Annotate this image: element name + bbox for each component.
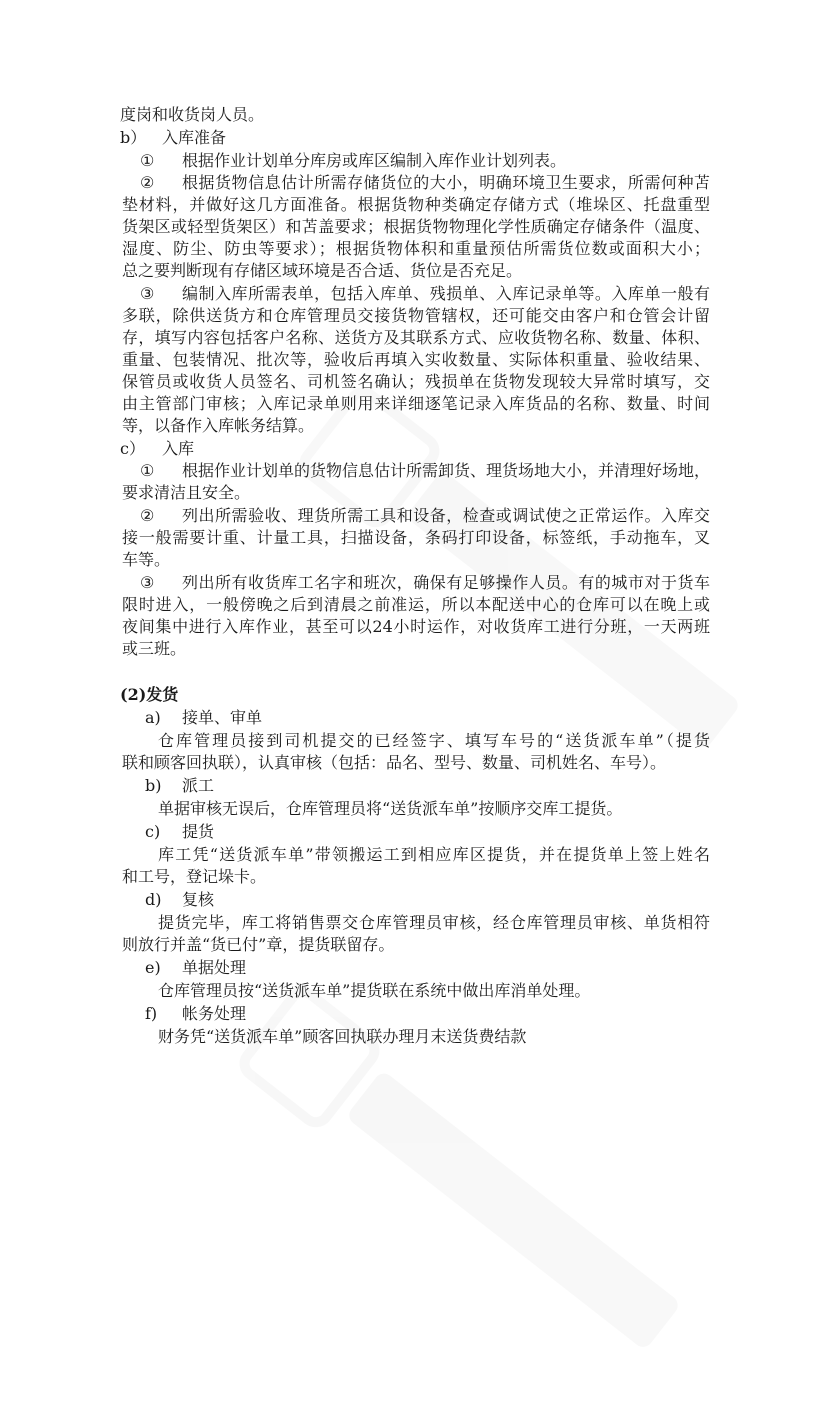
- paragraph-line: 提货完毕，库工将销售票交仓库管理员审核，经仓库管理员审核、单货相符: [158, 913, 710, 932]
- step-label: e): [145, 958, 161, 977]
- paragraph-line: 编制入库所需表单，包括入库单、残损单、入库记录单等。入库单一般有: [182, 284, 710, 303]
- paragraph-line: 货架区或轻型货架区）和苫盖要求；根据货物物理化学性质确定存储条件（温度、: [122, 217, 710, 236]
- step-label: f): [145, 1004, 158, 1023]
- step-title: 复核: [182, 890, 215, 909]
- paragraph-line: 等，以备作入库帐务结算。: [122, 416, 315, 435]
- paragraph-line: 根据作业计划单的货物信息估计所需卸货、理货场地大小，并清理好场地，: [182, 461, 711, 480]
- paragraph-line: 存，填写内容包括客户名称、送货方及其联系方式、应收货物名称、数量、体积、: [122, 328, 710, 347]
- paragraph-line: 列出所有收货库工名字和班次，确保有足够操作人员。有的城市对于货车: [182, 573, 710, 592]
- paragraph-line: 保管员或收货人员签名、司机签名确认；残损单在货物发现较大异常时填写，交: [122, 372, 710, 391]
- paragraph-line: 根据作业计划单分库房或库区编制入库作业计划列表。: [182, 151, 567, 170]
- paragraph-line: 仓库管理员按“送货派车单”提货联在系统中做出库消单处理。: [158, 981, 591, 1000]
- list-number: ②: [140, 173, 155, 192]
- paragraph-line: 湿度、防尘、防虫等要求）；根据货物体积和重量预估所需货位数或面积大小；: [122, 239, 710, 258]
- paragraph-line: 则放行并盖“货已付”章，提货联留存。: [122, 935, 395, 954]
- step-label: c): [145, 822, 161, 841]
- section-label: b）: [120, 128, 147, 147]
- step-label: a): [145, 708, 161, 727]
- paragraph-line: 多联，除供送货方和仓库管理员交接货物管辖权，还可能交由客户和仓管会计留: [122, 306, 710, 325]
- list-number: ②: [140, 506, 155, 525]
- step-label: b): [145, 776, 162, 795]
- paragraph-line: 垫材料，并做好这几方面准备。根据货物种类确定存储方式（堆垛区、托盘重型: [122, 195, 710, 214]
- paragraph-line: 车等。: [122, 550, 171, 569]
- list-number: ①: [140, 461, 155, 480]
- paragraph-line: 根据货物信息估计所需存储货位的大小，明确环境卫生要求，所需何种苫: [182, 173, 710, 192]
- paragraph-line: 或三班。: [122, 639, 187, 658]
- section-label: c）: [120, 439, 145, 458]
- step-title: 单据处理: [182, 958, 247, 977]
- paragraph-line: 夜间集中进行入库作业，甚至可以24小时运作，对收货库工进行分班，一天两班: [122, 617, 710, 636]
- paragraph-line: 度岗和收货岗人员。: [120, 105, 265, 124]
- paragraph-line: 由主管部门审核；入库记录单则用来详细逐笔记录入库货品的名称、数量、时间: [122, 394, 710, 413]
- paragraph-line: 接一般需要计重、计量工具，扫描设备，条码打印设备，标签纸，手动拖车，叉: [122, 528, 710, 547]
- paragraph-line: 限时进入，一般傍晚之后到清晨之前准运，所以本配送中心的仓库可以在晚上或: [122, 595, 710, 614]
- paragraph-line: 单据审核无误后，仓库管理员将“送货派车单”按顺序交库工提货。: [158, 799, 623, 818]
- paragraph-line: 财务凭“送货派车单”顾客回执联办理月末送货费结款: [158, 1027, 527, 1046]
- step-title: 接单、审单: [182, 708, 263, 727]
- paragraph-line: 重量、包装情况、批次等，验收后再填入实收数量、实际体积重量、验收结果、: [122, 350, 710, 369]
- section-heading: (2)发货: [120, 685, 179, 704]
- section-title: 入库准备: [162, 128, 227, 147]
- step-title: 帐务处理: [182, 1004, 247, 1023]
- step-title: 提货: [182, 822, 215, 841]
- paragraph-line: 和工号，登记垛卡。: [122, 867, 267, 886]
- paragraph-line: 库工凭“送货派车单”带领搬运工到相应库区提货，并在提货单上签上姓名: [158, 845, 710, 864]
- paragraph-line: 列出所需验收、理货所需工具和设备，检查或调试使之正常运作。入库交: [182, 506, 710, 525]
- section-b-heading: [120, 127, 227, 149]
- section-title: 入库: [162, 439, 195, 458]
- paragraph-line: 联和顾客回执联），认真审核（包括：品名、型号、数量、司机姓名、车号）。: [122, 753, 667, 772]
- paragraph-line: 仓库管理员接到司机提交的已经签字、填写车号的“送货派车单”（提货: [158, 731, 710, 750]
- paragraph-line: 总之要判断现有存储区域环境是否合适、货位是否充足。: [122, 261, 523, 280]
- list-number: ③: [140, 284, 155, 303]
- step-title: 派工: [182, 776, 215, 795]
- list-number: ③: [140, 573, 155, 592]
- list-number: ①: [140, 151, 155, 170]
- step-label: d): [145, 890, 162, 909]
- paragraph-line: 要求清洁且安全。: [122, 483, 251, 502]
- section-c-heading: [120, 438, 195, 460]
